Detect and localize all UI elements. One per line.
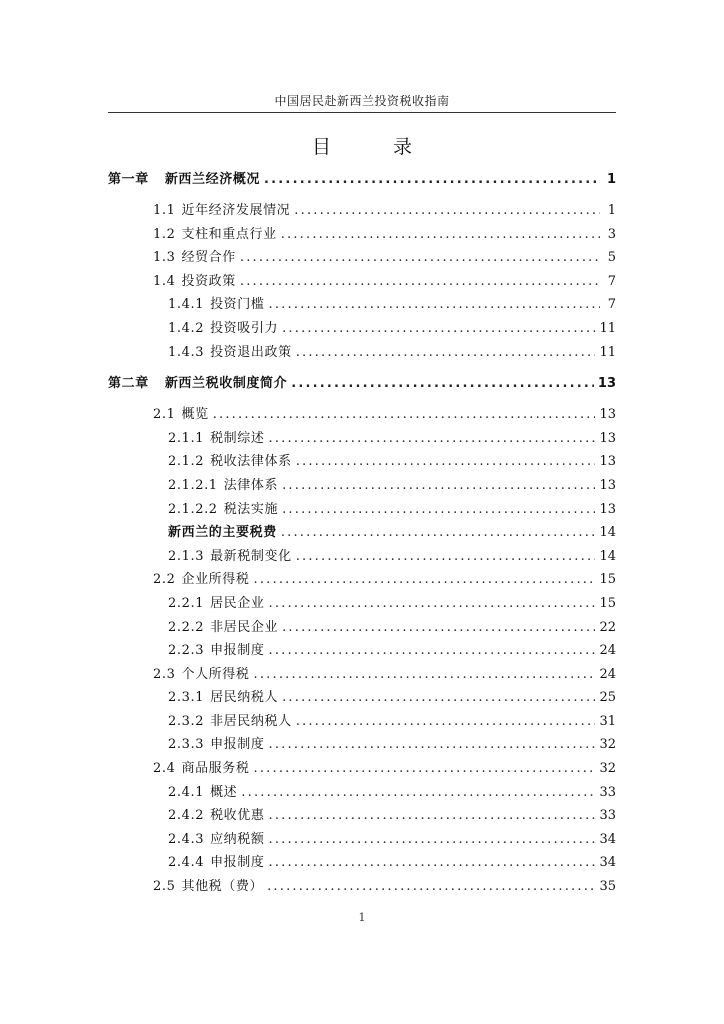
toc-page: 24: [599, 666, 616, 682]
toc-title: 新西兰税收制度简介: [164, 376, 288, 392]
toc-number: 2.1.2: [168, 454, 205, 470]
toc-number: 1.4.1: [168, 297, 205, 313]
toc-entry-2-1-1[interactable]: [108, 427, 616, 451]
dot-leader: [296, 549, 596, 564]
toc-chapter-2[interactable]: [108, 372, 616, 395]
dot-leader: [213, 407, 596, 422]
toc-title: 投资退出政策: [210, 344, 292, 360]
toc-number: 2.1.3: [168, 548, 205, 564]
toc-page: 31: [599, 713, 616, 729]
toc-page: 14: [599, 548, 616, 564]
toc-number: 1.4.3: [168, 344, 205, 360]
toc-title: 支柱和重点行业: [181, 226, 277, 242]
toc-entry-1-4-3[interactable]: [108, 341, 616, 365]
toc-number: 2.2.2: [168, 619, 205, 635]
dot-leader: [268, 431, 595, 446]
toc-entry-1-2[interactable]: [108, 223, 616, 247]
toc-entry-2-3-3[interactable]: [108, 733, 616, 757]
dot-leader: [296, 454, 596, 469]
toc-page: 13: [599, 454, 616, 470]
toc-entry-1-1[interactable]: [108, 199, 616, 223]
toc-number: 2.1: [153, 407, 176, 423]
toc-page: 5: [607, 250, 616, 266]
dot-leader: [268, 297, 600, 312]
dot-leader: [254, 667, 596, 682]
toc-number: 2.2: [153, 572, 176, 588]
toc-title: 最新税制变化: [210, 548, 292, 564]
toc-title: 非居民纳税人: [210, 713, 292, 729]
toc-page: 1: [607, 203, 616, 218]
dot-leader: [282, 478, 595, 493]
toc-entry-2-4[interactable]: [108, 757, 616, 781]
toc-entry-2-1-2-2[interactable]: [108, 498, 616, 522]
toc-title: 申报制度: [210, 855, 265, 871]
toc-title: 法律体系: [223, 477, 279, 493]
toc-entry-2-2[interactable]: [108, 568, 616, 592]
toc-page: 11: [599, 344, 616, 360]
toc-entry-2-4-1[interactable]: [108, 781, 616, 805]
dot-leader: [254, 572, 596, 587]
toc-number: 2.1.2.2: [168, 501, 218, 517]
footer-page-number: 1: [358, 911, 366, 924]
toc-number: 2.3.1: [168, 690, 205, 706]
dot-leader: [268, 596, 595, 611]
toc-page: 32: [599, 737, 616, 753]
toc-entry-2-4-4[interactable]: [108, 851, 616, 875]
toc-entry-2-3[interactable]: [108, 663, 616, 687]
dot-leader: [291, 376, 594, 391]
dot-leader: [264, 172, 600, 187]
toc-number: 2.4.3: [168, 831, 205, 847]
toc-entry-1-3[interactable]: [108, 246, 616, 270]
toc-title: 申报制度: [210, 643, 265, 659]
toc-number: 2.5: [153, 879, 176, 895]
toc-number: 2.2.3: [168, 643, 205, 659]
toc-entry-2-4-2[interactable]: [108, 804, 616, 828]
toc-number: 1.1: [153, 203, 176, 218]
toc-page: 13: [599, 407, 616, 423]
dot-leader: [281, 227, 600, 242]
toc-title: 近年经济发展情况: [181, 203, 291, 218]
toc-title: 投资吸引力: [210, 320, 279, 336]
dot-leader: [282, 321, 595, 336]
toc-title: 商品服务税: [181, 761, 250, 777]
toc-title: 投资政策: [181, 273, 236, 289]
dot-leader: [268, 643, 595, 658]
toc-entry-1-4-1[interactable]: [108, 293, 616, 317]
toc-title: 概述: [210, 784, 238, 800]
dot-leader: [268, 808, 595, 823]
toc-entry-2-2-3[interactable]: [108, 639, 616, 663]
toc-number: 1.3: [153, 250, 176, 266]
toc-entry-2-3-2[interactable]: [108, 710, 616, 734]
toc-entry-2-1-2-1[interactable]: [108, 474, 616, 498]
dot-leader: [294, 203, 600, 218]
header-rule: [108, 112, 616, 113]
toc-page: 11: [599, 320, 616, 336]
dot-leader: [296, 345, 596, 360]
toc-entry-2-1-2[interactable]: [108, 450, 616, 474]
dot-leader: [240, 274, 600, 289]
toc-number: 2.4.1: [168, 784, 205, 800]
toc-number: 2.3: [153, 666, 176, 682]
toc-title: 税收优惠: [210, 808, 265, 824]
toc-entry-main-taxes[interactable]: [108, 521, 616, 545]
toc-entry-1-4[interactable]: [108, 270, 616, 294]
toc-entry-2-5[interactable]: [108, 875, 616, 899]
running-header: 中国居民赴新西兰投资税收指南: [274, 94, 450, 108]
toc-title: 居民纳税人: [210, 690, 279, 706]
toc-page: 35: [599, 879, 616, 895]
dot-leader: [282, 620, 595, 635]
toc-page: 33: [599, 808, 616, 824]
toc-number: 2.4: [153, 761, 176, 777]
toc-number: 2.1.1: [168, 430, 205, 446]
dot-leader: [268, 832, 595, 847]
toc-page: 13: [599, 430, 616, 446]
toc-page: 3: [607, 226, 616, 242]
toc-entry-1-4-2[interactable]: [108, 317, 616, 341]
toc-entry-2-2-2[interactable]: [108, 616, 616, 640]
toc-page: 24: [599, 643, 616, 659]
toc-title: 税制综述: [210, 430, 265, 446]
toc-title: 企业所得税: [181, 572, 250, 588]
toc-page: 7: [607, 297, 616, 313]
dot-leader: [267, 879, 595, 894]
toc-number: 第一章: [108, 172, 149, 187]
toc-title: 新西兰的主要税费: [168, 525, 277, 541]
toc-title: 投资门槛: [210, 297, 265, 313]
toc-page: 33: [599, 784, 616, 800]
toc-title: 概览: [181, 407, 209, 423]
toc-title: 经贸合作: [181, 250, 236, 266]
toc-title: 居民企业: [210, 595, 265, 611]
dot-leader: [268, 737, 595, 752]
toc-number: 2.3.3: [168, 737, 205, 753]
toc-number: 2.4.2: [168, 808, 205, 824]
toc-entry-2-3-1[interactable]: [108, 686, 616, 710]
toc-page: 14: [599, 525, 616, 541]
dot-leader: [268, 855, 595, 870]
toc-number: 1.4.2: [168, 320, 205, 336]
page-title: 目 录: [311, 136, 441, 158]
toc-page: 13: [599, 477, 616, 493]
toc-chapter-1[interactable]: [108, 168, 616, 191]
toc-page: 13: [597, 376, 616, 392]
toc-number: 2.4.4: [168, 855, 205, 871]
toc-title: 新西兰经济概况: [164, 172, 261, 187]
toc-page: 13: [599, 501, 616, 517]
toc-page: 25: [599, 690, 616, 706]
toc-entry-2-1-3[interactable]: [108, 545, 616, 569]
toc-title: 其他税（费）: [181, 879, 264, 895]
toc-number: 2.3.2: [168, 713, 205, 729]
toc-number: 1.2: [153, 226, 176, 242]
toc-number: 1.4: [153, 273, 176, 289]
toc-entry-2-1[interactable]: [108, 403, 616, 427]
toc-title: 非居民企业: [210, 619, 279, 635]
dot-leader: [281, 525, 596, 540]
toc-title: 个人所得税: [181, 666, 250, 682]
toc-page: 7: [607, 273, 616, 289]
toc-page: 15: [599, 595, 616, 611]
dot-leader: [254, 761, 596, 776]
toc-page: 34: [599, 855, 616, 871]
toc-title: 税法实施: [223, 501, 279, 517]
toc-page: 34: [599, 831, 616, 847]
toc-title: 应纳税额: [210, 831, 265, 847]
toc-entry-2-2-1[interactable]: [108, 592, 616, 616]
toc-page: 22: [599, 619, 616, 635]
toc-title: 申报制度: [210, 737, 265, 753]
toc-number: 2.1.2.1: [168, 477, 218, 493]
toc-page: 15: [599, 572, 616, 588]
dot-leader: [296, 714, 596, 729]
toc-number: 第二章: [108, 376, 149, 392]
dot-leader: [282, 502, 595, 517]
toc-page: 32: [599, 761, 616, 777]
dot-leader: [241, 785, 595, 800]
toc-title: 税收法律体系: [210, 454, 292, 470]
toc-number: 2.2.1: [168, 595, 205, 611]
table-of-contents: [108, 168, 616, 899]
dot-leader: [240, 250, 600, 265]
dot-leader: [282, 690, 595, 705]
toc-page: 1: [606, 172, 616, 187]
toc-entry-2-4-3[interactable]: [108, 828, 616, 852]
